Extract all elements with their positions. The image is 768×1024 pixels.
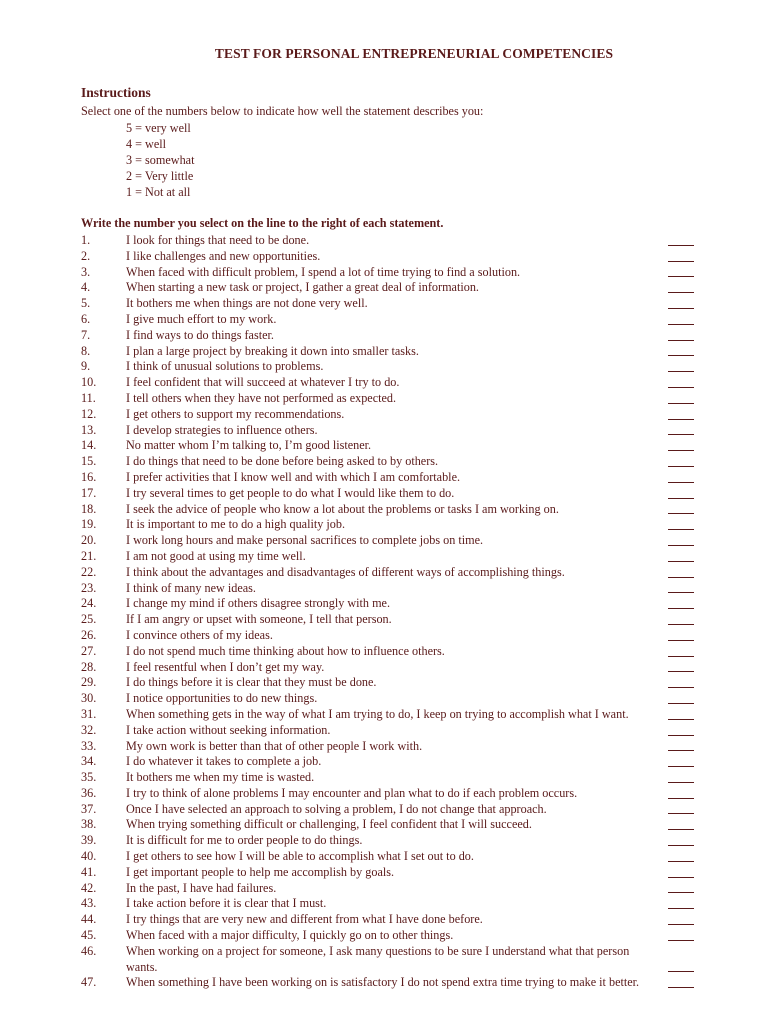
answer-blank-line[interactable] [668, 719, 694, 720]
statement-text: I think of many new ideas. [126, 580, 256, 595]
statement-row [0, 533, 768, 549]
answer-blank-line[interactable] [668, 292, 694, 293]
statement-number: 33. [81, 738, 97, 753]
statement-row [0, 707, 768, 723]
statement-number: 29. [81, 675, 97, 690]
statement-row [0, 612, 768, 628]
statement-number: 14. [81, 438, 97, 453]
statement-number: 12. [81, 406, 97, 421]
statement-text: I get others to see how I will be able to accomplish what I set out to do. [126, 849, 474, 864]
statement-number: 16. [81, 469, 97, 484]
statement-number: 38. [81, 817, 97, 832]
statement-row [0, 454, 768, 470]
statement-number: 18. [81, 501, 97, 516]
statement-text: No matter whom I’m talking to, I’m good listener. [126, 438, 372, 453]
statement-row [0, 723, 768, 739]
statement-text: I think of unusual solutions to problems. [126, 359, 324, 374]
statement-text: It bothers me when my time is wasted. [126, 770, 315, 785]
statement-row [0, 865, 768, 881]
statement-number: 41. [81, 864, 97, 879]
statement-text: I convince others of my ideas. [126, 627, 273, 642]
answer-blank-line[interactable] [668, 561, 694, 562]
statement-text: When trying something difficult or challenging, I feel confident that I will succeed. [126, 817, 532, 832]
statement-row [0, 596, 768, 612]
answer-blank-line[interactable] [668, 987, 694, 988]
statement-text: I like challenges and new opportunities. [126, 248, 321, 263]
answer-blank-line[interactable] [668, 687, 694, 688]
statement-row [0, 517, 768, 533]
answer-blank-line[interactable] [668, 513, 694, 514]
statement-number: 20. [81, 533, 97, 548]
answer-blank-line[interactable] [668, 276, 694, 277]
statement-row [0, 628, 768, 644]
statement-number: 36. [81, 785, 97, 800]
statement-row [0, 549, 768, 565]
answer-blank-line[interactable] [668, 261, 694, 262]
scale-item: 5 = very well [126, 121, 191, 135]
statement-number: 27. [81, 643, 97, 658]
statement-text: I seek the advice of people who know a lot about the problems or tasks I am working on. [126, 501, 559, 516]
statement-text: When something gets in the way of what I am trying to do, I keep on trying to accomplish what I want. [126, 706, 629, 721]
answer-blank-line[interactable] [668, 892, 694, 893]
statement-number: 21. [81, 548, 97, 563]
statement-text: I feel resentful when I don’t get my way. [126, 659, 325, 674]
statement-number: 30. [81, 691, 97, 706]
statement-row [0, 391, 768, 407]
statement-number: 43. [81, 896, 97, 911]
statement-number: 22. [81, 564, 97, 579]
page-title: TEST FOR PERSONAL ENTREPRENEURIAL COMPETENCIES [214, 46, 614, 61]
scale-item: 2 = Very little [126, 169, 194, 183]
statement-text: I do not spend much time thinking about how to influence others. [126, 643, 445, 658]
answer-blank-line[interactable] [668, 529, 694, 530]
answer-blank-line[interactable] [668, 498, 694, 499]
scale-item: 3 = somewhat [126, 153, 195, 167]
statement-number: 28. [81, 659, 97, 674]
statement-number: 31. [81, 706, 97, 721]
statement-number: 26. [81, 627, 97, 642]
statement-number: 19. [81, 517, 97, 532]
statement-text: I feel confident that will succeed at whatever I try to do. [126, 375, 400, 390]
statement-number: 39. [81, 833, 97, 848]
write-instruction: Write the number you select on the line to the right of each statement. [81, 216, 444, 230]
answer-blank-line[interactable] [668, 308, 694, 309]
statement-number: 23. [81, 580, 97, 595]
statement-row [0, 265, 768, 281]
answer-blank-line[interactable] [668, 798, 694, 799]
statement-text: I find ways to do things faster. [126, 327, 274, 342]
statement-text: I try several times to get people to do what I would like them to do. [126, 485, 455, 500]
answer-blank-line[interactable] [668, 971, 694, 972]
statement-list [0, 233, 768, 991]
statement-number: 37. [81, 801, 97, 816]
answer-blank-line[interactable] [668, 656, 694, 657]
statement-row [0, 359, 768, 375]
statement-row [0, 928, 768, 944]
statement-text: When starting a new task or project, I gather a great deal of information. [126, 280, 479, 295]
statement-text: I tell others when they have not performed as expected. [126, 390, 397, 405]
statement-text: When faced with difficult problem, I spend a lot of time trying to find a solution. [126, 264, 521, 279]
answer-blank-line[interactable] [668, 592, 694, 593]
answer-blank-line[interactable] [668, 829, 694, 830]
answer-blank-line[interactable] [668, 766, 694, 767]
statement-number: 7. [81, 327, 91, 342]
statement-text: I develop strategies to influence others. [126, 422, 318, 437]
statement-text: I change my mind if others disagree strongly with me. [126, 596, 391, 611]
statement-number: 40. [81, 849, 97, 864]
statement-row [0, 328, 768, 344]
statement-row [0, 502, 768, 518]
statement-text: I notice opportunities to do new things. [126, 691, 318, 706]
answer-blank-line[interactable] [668, 908, 694, 909]
answer-blank-line[interactable] [668, 387, 694, 388]
statement-text: I get others to support my recommendations. [126, 406, 345, 421]
statement-number: 4. [81, 280, 91, 295]
answer-blank-line[interactable] [668, 924, 694, 925]
answer-blank-line[interactable] [668, 371, 694, 372]
statement-row [0, 249, 768, 265]
statement-row [0, 881, 768, 897]
answer-blank-line[interactable] [668, 434, 694, 435]
answer-blank-line[interactable] [668, 577, 694, 578]
statement-row [0, 312, 768, 328]
statement-number: 32. [81, 722, 97, 737]
answer-blank-line[interactable] [668, 671, 694, 672]
statement-row [0, 754, 768, 770]
answer-blank-line[interactable] [668, 640, 694, 641]
statement-number: 3. [81, 264, 91, 279]
statement-row [0, 660, 768, 676]
scale-item: 4 = well [126, 137, 167, 151]
statement-text: When something I have been working on is satisfactory I do not spend extra time trying to make it better. [126, 975, 640, 990]
statement-row [0, 691, 768, 707]
statement-text: I try things that are very new and different from what I have done before. [126, 912, 483, 927]
statement-row [0, 786, 768, 802]
answer-blank-line[interactable] [668, 735, 694, 736]
statement-text: I do things before it is clear that they must be done. [126, 675, 377, 690]
instructions-heading: Instructions [81, 85, 151, 100]
statement-row [0, 233, 768, 249]
statement-text: Once I have selected an approach to solving a problem, I do not change that approach. [126, 801, 547, 816]
statement-row [0, 944, 768, 976]
statement-number: 42. [81, 880, 97, 895]
statement-row [0, 975, 768, 991]
answer-blank-line[interactable] [668, 419, 694, 420]
statement-row [0, 581, 768, 597]
answer-blank-line[interactable] [668, 403, 694, 404]
answer-blank-line[interactable] [668, 861, 694, 862]
statement-number: 10. [81, 375, 97, 390]
statement-text: I think about the advantages and disadvantages of different ways of accomplishing things. [126, 564, 565, 579]
statement-number: 6. [81, 311, 91, 326]
statement-row [0, 833, 768, 849]
statement-text: It is important to me to do a high quality job. [126, 517, 346, 532]
statement-row [0, 407, 768, 423]
answer-blank-line[interactable] [668, 324, 694, 325]
statement-text: I plan a large project by breaking it down into smaller tasks. [126, 343, 419, 358]
statement-number: 13. [81, 422, 97, 437]
statement-row [0, 565, 768, 581]
statement-number: 2. [81, 248, 91, 263]
statement-row [0, 896, 768, 912]
statement-text: I do whatever it takes to complete a job. [126, 754, 322, 769]
answer-blank-line[interactable] [668, 450, 694, 451]
answer-blank-line[interactable] [668, 782, 694, 783]
statement-number: 35. [81, 770, 97, 785]
statement-row [0, 486, 768, 502]
statement-number: 46. [81, 943, 97, 958]
statement-text: I am not good at using my time well. [126, 548, 306, 563]
answer-blank-line[interactable] [668, 466, 694, 467]
statement-number: 34. [81, 754, 97, 769]
scale-item: 1 = Not at all [126, 185, 191, 199]
statement-number: 5. [81, 296, 91, 311]
rating-scale [126, 120, 194, 200]
statement-text: I give much effort to my work. [126, 311, 277, 326]
statement-row [0, 675, 768, 691]
answer-blank-line[interactable] [668, 245, 694, 246]
answer-blank-line[interactable] [668, 940, 694, 941]
answer-blank-line[interactable] [668, 482, 694, 483]
statement-text: If I am angry or upset with someone, I tell that person. [126, 612, 392, 627]
answer-blank-line[interactable] [668, 624, 694, 625]
statement-number: 17. [81, 485, 97, 500]
statement-number: 24. [81, 596, 97, 611]
statement-number: 44. [81, 912, 97, 927]
statement-number: 11. [81, 390, 96, 405]
statement-text: It bothers me when things are not done very well. [126, 296, 368, 311]
answer-blank-line[interactable] [668, 355, 694, 356]
statement-text: I take action before it is clear that I must. [126, 896, 327, 911]
statement-text: I get important people to help me accomplish by goals. [126, 864, 395, 879]
statement-text: In the past, I have had failures. [126, 880, 277, 895]
answer-blank-line[interactable] [668, 608, 694, 609]
statement-row [0, 280, 768, 296]
statement-number: 15. [81, 454, 97, 469]
answer-blank-line[interactable] [668, 877, 694, 878]
statement-text: I take action without seeking information. [126, 722, 331, 737]
statement-text: I work long hours and make personal sacrifices to complete jobs on time. [126, 533, 484, 548]
statement-number: 47. [81, 975, 97, 990]
statement-row [0, 423, 768, 439]
statement-number: 9. [81, 359, 91, 374]
statement-text: When working on a project for someone, I ask many questions to be sure I understand what that person wants. [126, 943, 630, 974]
statement-text: My own work is better than that of other people I work with. [126, 738, 423, 753]
answer-blank-line[interactable] [668, 703, 694, 704]
statement-row [0, 375, 768, 391]
statement-text: When faced with a major difficulty, I quickly go on to other things. [126, 928, 454, 943]
statement-text: I do things that need to be done before being asked to by others. [126, 454, 439, 469]
statement-text: I look for things that need to be done. [126, 233, 310, 247]
statement-text: I prefer activities that I know well and with which I am comfortable. [126, 469, 461, 484]
answer-blank-line[interactable] [668, 845, 694, 846]
statement-number: 8. [81, 343, 91, 358]
answer-blank-line[interactable] [668, 340, 694, 341]
statement-row [0, 817, 768, 833]
statement-row [0, 296, 768, 312]
statement-text: I try to think of alone problems I may encounter and plan what to do if each problem occurs. [126, 785, 578, 800]
statement-row [0, 739, 768, 755]
statement-row [0, 770, 768, 786]
statement-row [0, 438, 768, 454]
statement-number: 1. [81, 233, 91, 247]
statement-row [0, 849, 768, 865]
instructions-text: Select one of the numbers below to indicate how well the statement describes you: [81, 104, 484, 118]
answer-blank-line[interactable] [668, 750, 694, 751]
statement-row [0, 644, 768, 660]
answer-blank-line[interactable] [668, 813, 694, 814]
statement-number: 25. [81, 612, 97, 627]
statement-number: 45. [81, 928, 97, 943]
statement-row [0, 802, 768, 818]
answer-blank-line[interactable] [668, 545, 694, 546]
statement-row [0, 344, 768, 360]
statement-row [0, 912, 768, 928]
statement-row [0, 470, 768, 486]
statement-text: It is difficult for me to order people to do things. [126, 833, 363, 848]
